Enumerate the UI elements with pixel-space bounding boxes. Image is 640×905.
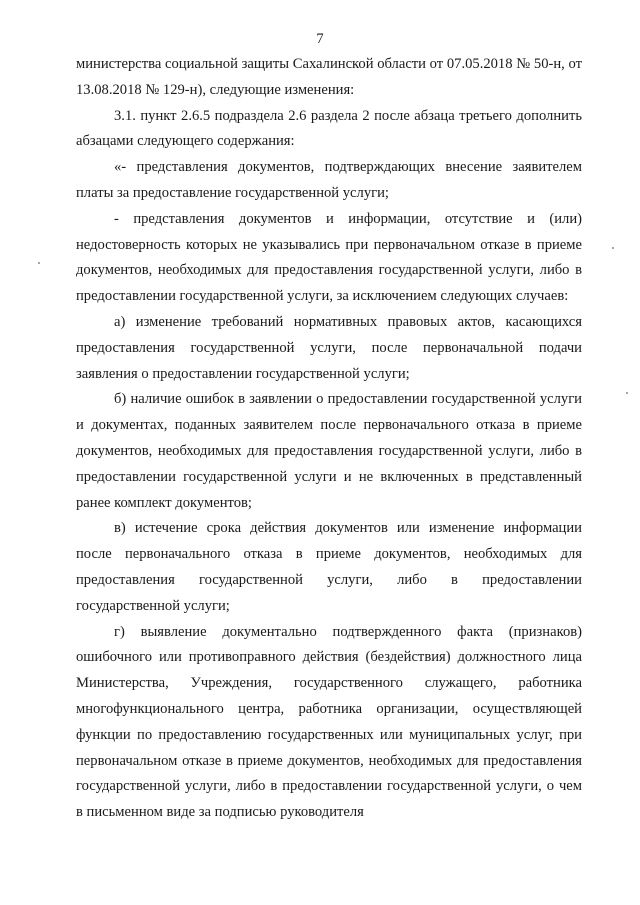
scan-speck: [38, 262, 40, 264]
paragraph-case-v: в) истечение срока действия документов или изменение информации после первоначального отказа в приеме документов, необходимых для предоставления государственной услуги, либо в предоставлении государственной услуги;: [76, 520, 582, 614]
paragraph-item-3-1: 3.1. пункт 2.6.5 подраздела 2.6 раздела 2 после абзаца третьего дополнить абзацами следующего содержания:: [76, 107, 582, 150]
document-body: [76, 52, 582, 826]
page-number: 7: [316, 31, 324, 47]
paragraph-case-a: а) изменение требований нормативных правовых актов, касающихся предоставления государственной услуги, после первоначальной подачи заявления о предоставлении государственной услуги;: [76, 313, 582, 382]
paragraph-continuation: министерства социальной защиты Сахалинской области от 07.05.2018 № 50-н, от 13.08.2018 № 129-н), следующие изменения:: [76, 56, 582, 98]
paragraph-case-b: б) наличие ошибок в заявлении о предоставлении государственной услуги и документах, поданных заявителем после первоначального отказа в приеме документов, необходимых для предоставления государственной услуги, либо в предоставлении государственной услуги и не включенных в представленный ранее комплект документов;: [76, 391, 582, 511]
scan-speck: [626, 392, 628, 394]
scan-speck: [612, 247, 614, 249]
paragraph-missing-documents: - представления документов и информации, отсутствие и (или) недостоверность которых не указывались при первоначальном отказе в приеме документов, необходимых для предоставления государственной услуги, либо в предоставлении государственной услуги, за исключением следующих случаев:: [76, 210, 582, 305]
paragraph-case-g: г) выявление документально подтвержденного факта (признаков) ошибочного или противоправного действия (бездействия) должностного лица Министерства, Учреждения, государственного служащего, работника многофункционального центра, работника организации, осуществляющей функции по предоставлению государственных или муниципальных услуг, при первоначальном отказе в приеме документов, необходимых для предоставления государственной услуги, либо в предоставлении государственной услуги, о чем в письменном виде за подписью руководителя: [76, 623, 582, 821]
paragraph-quote-fee-documents: «- представления документов, подтверждающих внесение заявителем платы за предоставление государственной услуги;: [76, 159, 582, 201]
